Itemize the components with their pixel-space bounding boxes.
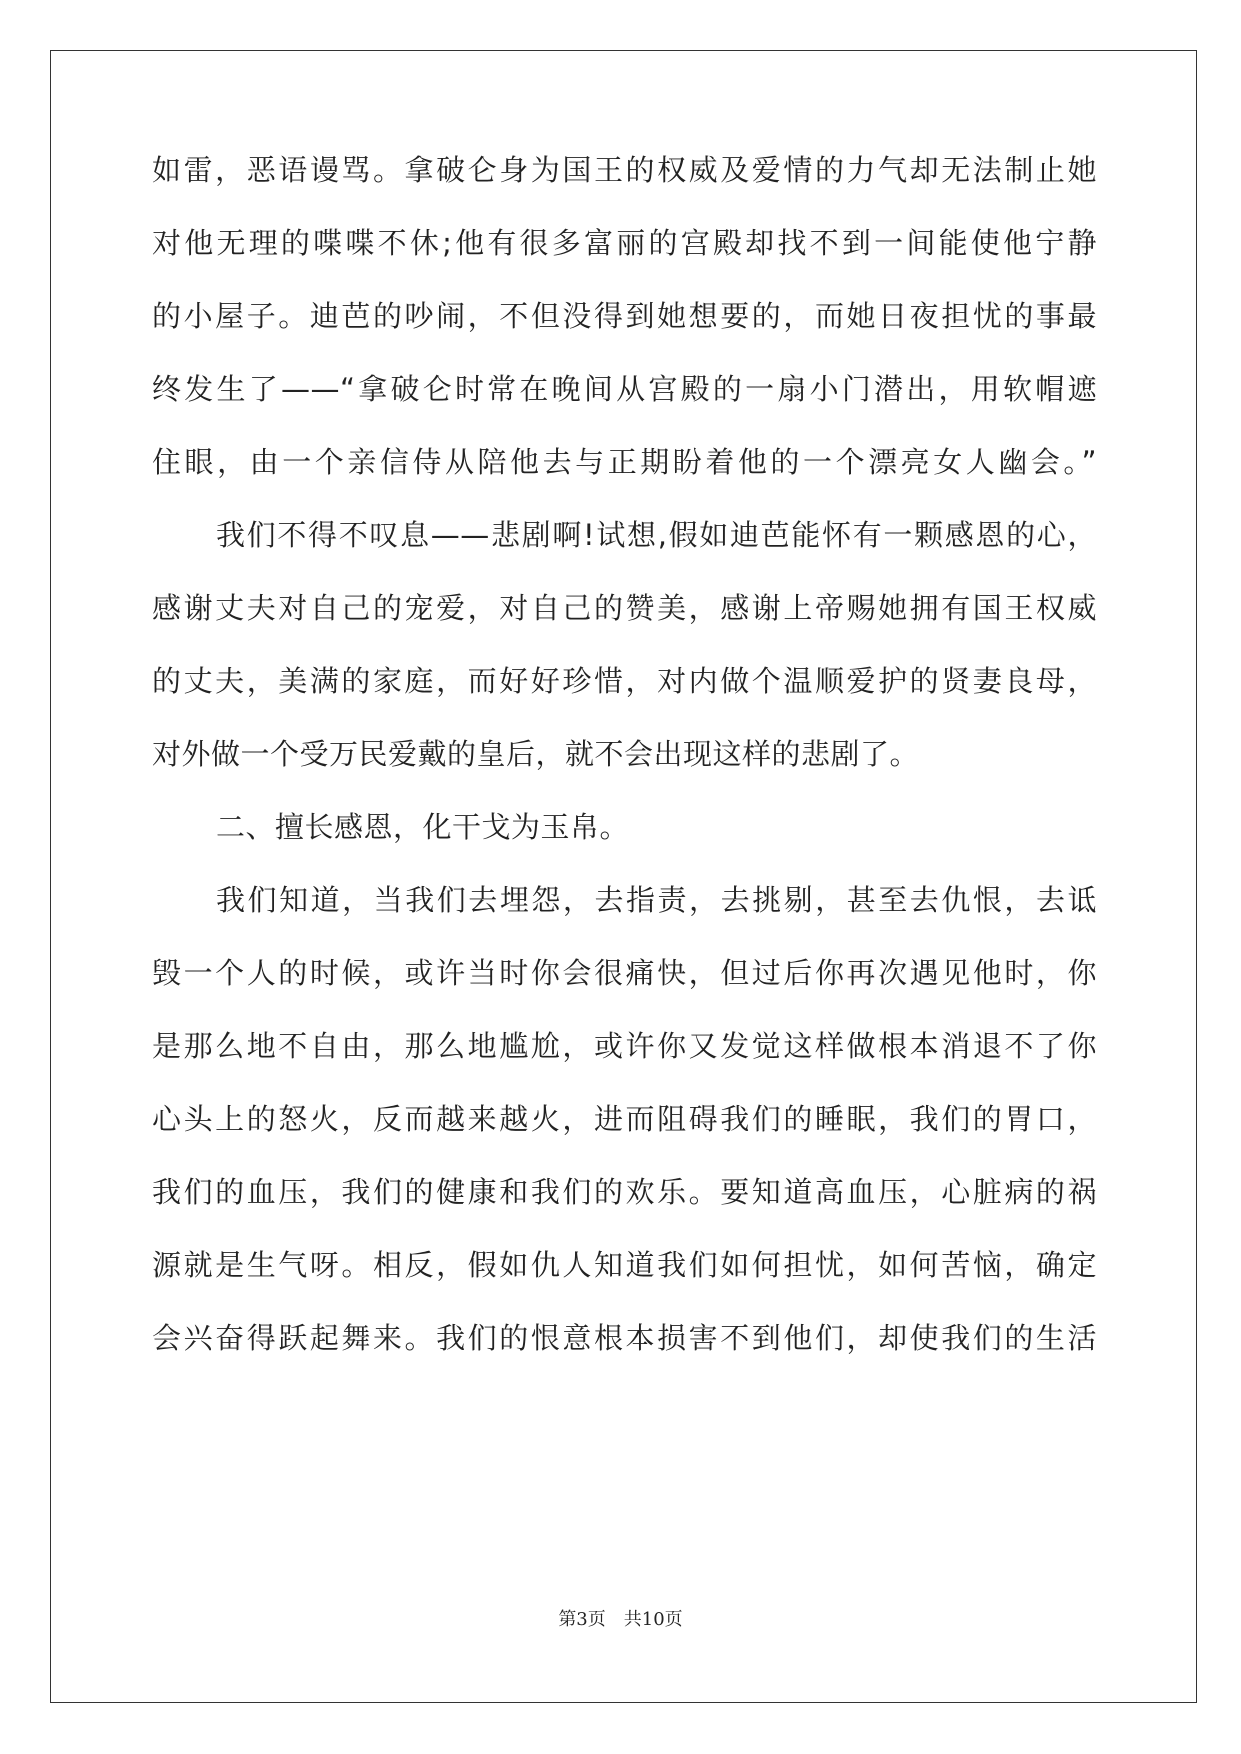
text-line: 对外做一个受万民爱戴的皇后，就不会出现这样的悲剧了。: [152, 737, 920, 771]
text-line: 如雷，恶语谩骂。拿破仑身为国王的权威及爱情的力气却无法制止她: [152, 153, 1097, 187]
page-footer: 第3页 共10页: [558, 1609, 683, 1630]
text-line: 会兴奋得跃起舞来。我们的恨意根本损害不到他们，却使我们的生活: [152, 1321, 1097, 1355]
text-line: 住眼，由一个亲信侍从陪他去与正期盼着他的一个漂亮女人幽会。”: [152, 445, 1097, 479]
text-line: 的丈夫，美满的家庭，而好好珍惜，对内做个温顺爱护的贤妻良母，: [152, 664, 1097, 698]
text-line: 我们知道，当我们去埋怨，去指责，去挑剔，甚至去仇恨，去诋: [216, 883, 1097, 917]
text-line: 对他无理的喋喋不休;他有很多富丽的宫殿却找不到一间能使他宁静: [152, 226, 1097, 260]
text-line: 的小屋子。迪芭的吵闹，不但没得到她想要的，而她日夜担忧的事最: [152, 299, 1097, 333]
text-line: 二、擅长感恩，化干戈为玉帛。: [216, 810, 630, 844]
text-line: 毁一个人的时候，或许当时你会很痛快，但过后你再次遇见他时，你: [152, 956, 1097, 990]
text-line: 我们的血压，我们的健康和我们的欢乐。要知道高血压，心脏病的祸: [152, 1175, 1097, 1209]
text-line: 感谢丈夫对自己的宠爱，对自己的赞美，感谢上帝赐她拥有国王权威: [152, 591, 1097, 625]
text-line: 源就是生气呀。相反，假如仇人知道我们如何担忧，如何苦恼，确定: [152, 1248, 1097, 1282]
text-line: 终发生了——“拿破仑时常在晚间从宫殿的一扇小门潜出，用软帽遮: [152, 372, 1097, 406]
text-line: 我们不得不叹息——悲剧啊!试想,假如迪芭能怀有一颗感恩的心，: [216, 518, 1097, 552]
text-line: 是那么地不自由，那么地尴尬，或许你又发觉这样做根本消退不了你: [152, 1029, 1097, 1063]
text-line: 心头上的怒火，反而越来越火，进而阻碍我们的睡眠，我们的胃口，: [152, 1102, 1097, 1136]
